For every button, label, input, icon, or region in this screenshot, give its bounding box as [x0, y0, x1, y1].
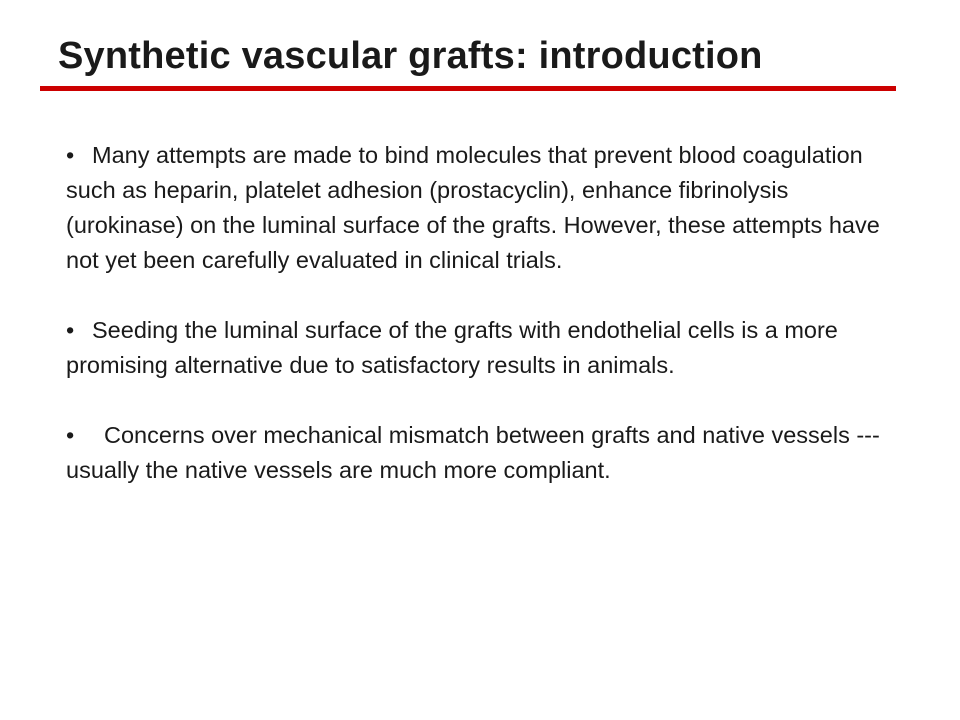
- bullet-text: Concerns over mechanical mismatch between grafts and native vessels --- usually the native vessels are much more compliant.: [66, 422, 880, 483]
- bullet-text: Many attempts are made to bind molecules that prevent blood coagulation such as heparin, platelet adhesion (prostacyclin), enhance fibrinolysis (urokinase) on the luminal surface of the grafts. However, these attempts have not yet been carefully evaluated in clinical trials.: [66, 142, 880, 273]
- bullet-icon: •: [66, 422, 75, 448]
- bullet-icon: •: [66, 142, 75, 168]
- bullet-text: Seeding the luminal surface of the grafts with endothelial cells is a more promising alternative due to satisfactory results in animals.: [66, 317, 838, 378]
- bullet-item: [66, 138, 896, 278]
- title-underline: [40, 86, 896, 91]
- bullet-icon: •: [66, 317, 75, 343]
- slide-title: Synthetic vascular grafts: introduction: [58, 35, 763, 77]
- bullet-item: [66, 418, 896, 488]
- bullet-item: [66, 313, 896, 383]
- slide-body: [66, 138, 896, 488]
